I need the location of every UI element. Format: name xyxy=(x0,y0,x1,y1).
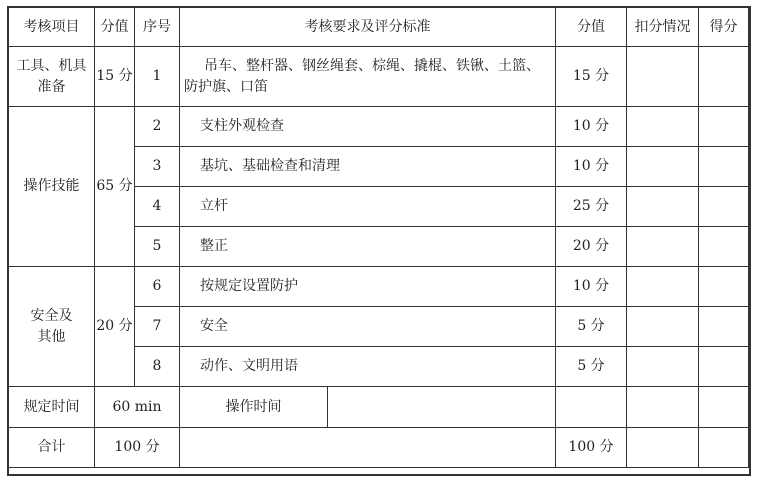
row-score: 5 分 xyxy=(556,347,627,387)
row-result xyxy=(699,267,749,307)
row-no: 2 xyxy=(135,107,180,147)
row-requirement: 吊车、整杆器、钢丝绳套、棕绳、撬棍、铁锹、土篮、防护旗、口笛 xyxy=(180,47,556,107)
header-requirement: 考核要求及评分标准 xyxy=(180,8,556,47)
table-row xyxy=(9,267,749,307)
row-deduction xyxy=(627,347,699,387)
operation-time-value[interactable] xyxy=(328,387,556,428)
time-label: 规定时间 xyxy=(9,387,95,428)
total-score: 100 分 xyxy=(556,428,627,468)
row-result xyxy=(699,307,749,347)
row-no: 1 xyxy=(135,47,180,107)
group-name: 工具、机具准备 xyxy=(9,47,95,107)
row-deduction xyxy=(627,47,699,107)
row-no: 5 xyxy=(135,227,180,267)
header-no: 序号 xyxy=(135,8,180,47)
group-score: 20 分 xyxy=(95,267,135,387)
row-requirement: 基坑、基础检查和清理 xyxy=(180,147,556,187)
header-score2: 分值 xyxy=(556,8,627,47)
header-item: 考核项目 xyxy=(9,8,95,47)
time-value: 60 min xyxy=(95,387,180,428)
total-requirement xyxy=(180,428,556,468)
group-name: 安全及其他 xyxy=(9,267,95,387)
row-result xyxy=(699,227,749,267)
total-value: 100 分 xyxy=(95,428,180,468)
header-deduction: 扣分情况 xyxy=(627,8,699,47)
row-deduction xyxy=(627,227,699,267)
total-deduction xyxy=(627,428,699,468)
row-requirement: 动作、文明用语 xyxy=(180,347,556,387)
row-requirement: 立杆 xyxy=(180,187,556,227)
row-deduction xyxy=(627,107,699,147)
row-requirement: 安全 xyxy=(180,307,556,347)
row-no: 6 xyxy=(135,267,180,307)
row-no: 4 xyxy=(135,187,180,227)
row-score: 20 分 xyxy=(556,227,627,267)
row-score: 25 分 xyxy=(556,187,627,227)
group-score: 15 分 xyxy=(95,47,135,107)
total-label: 合计 xyxy=(9,428,95,468)
group-name: 操作技能 xyxy=(9,107,95,267)
time-row xyxy=(9,387,749,428)
row-result xyxy=(699,47,749,107)
row-requirement: 支柱外观检查 xyxy=(180,107,556,147)
row-score: 15 分 xyxy=(556,47,627,107)
header-row xyxy=(9,8,749,47)
row-requirement: 整正 xyxy=(180,227,556,267)
row-deduction xyxy=(627,267,699,307)
header-score: 分值 xyxy=(95,8,135,47)
table-row xyxy=(9,47,749,107)
row-deduction xyxy=(627,187,699,227)
scoring-table xyxy=(8,7,749,468)
row-deduction xyxy=(627,147,699,187)
row-no: 3 xyxy=(135,147,180,187)
operation-time-label: 操作时间 xyxy=(180,387,328,428)
table-row xyxy=(9,107,749,147)
row-result xyxy=(699,187,749,227)
header-result: 得分 xyxy=(699,8,749,47)
row-score: 10 分 xyxy=(556,147,627,187)
row-result xyxy=(699,147,749,187)
total-result xyxy=(699,428,749,468)
row-score: 10 分 xyxy=(556,107,627,147)
group-score: 65 分 xyxy=(95,107,135,267)
row-result xyxy=(699,347,749,387)
time-deduction xyxy=(627,387,699,428)
row-score: 10 分 xyxy=(556,267,627,307)
total-row xyxy=(9,428,749,468)
row-no: 7 xyxy=(135,307,180,347)
time-result xyxy=(699,387,749,428)
row-no: 8 xyxy=(135,347,180,387)
row-deduction xyxy=(627,307,699,347)
time-score xyxy=(556,387,627,428)
row-result xyxy=(699,107,749,147)
row-requirement: 按规定设置防护 xyxy=(180,267,556,307)
row-score: 5 分 xyxy=(556,307,627,347)
